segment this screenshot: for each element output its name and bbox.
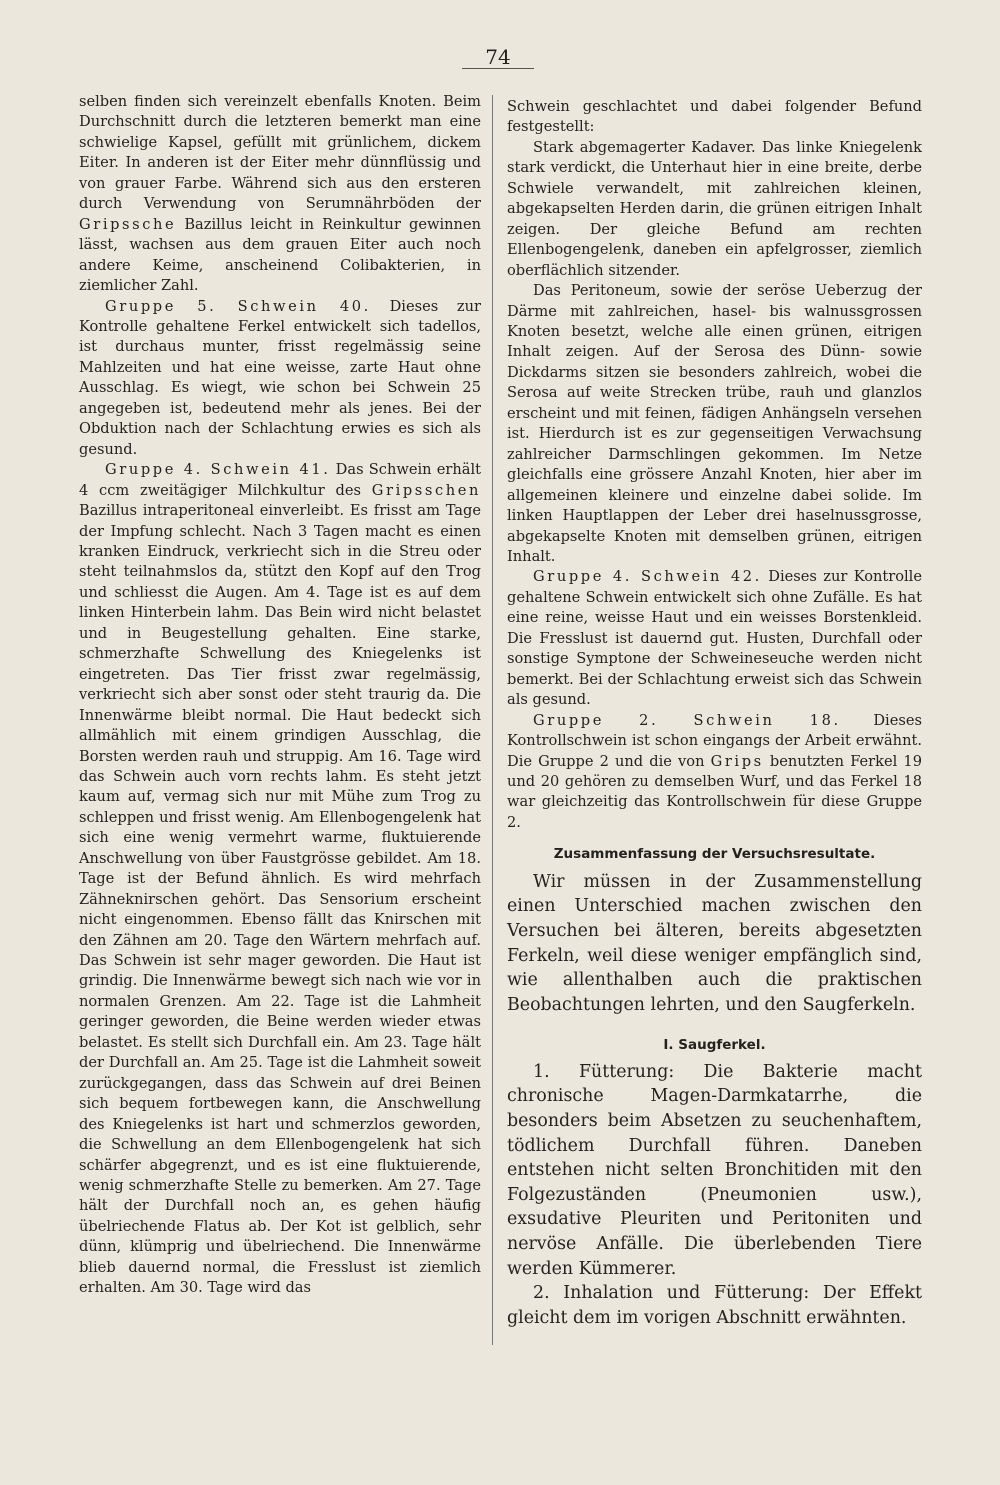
paragraph-schwein-40	[79, 297, 481, 461]
item-inhalation	[507, 1281, 922, 1330]
paragraph-text: benutzten Ferkel 19 und 20 gehören zu demselben Wurf, und das Ferkel 18 war gleichzeitig das Kontrollschwein für diese Gruppe 2.	[507, 752, 922, 831]
group-heading: Gruppe 5. Schwein 40.	[105, 297, 371, 315]
paragraph-schwein-42	[507, 567, 922, 710]
section-heading: Zusammenfassung der Versuchsresultate.	[553, 846, 876, 863]
group-heading: Gruppe 2. Schwein 18.	[533, 711, 841, 729]
right-column	[507, 97, 922, 1330]
paragraph-text: Bazillus leicht in Reinkultur gewinnen lässt, wachsen aus dem grauen Eiter auch noch andere Keime, anscheinend Colibakterien, in ziemlicher Zahl.	[79, 215, 481, 295]
paragraph-cadaver: Stark abgemagerter Kadaver. Das linke Kniegelenk stark verdickt, die Unterhaut hier in eine breite, derbe Schwiele verwandelt, mit zahlreichen kleinen, abgekapselten Herden darin, die grünen eitrigen Inhalt zeigen. Der gleiche Befund am rechten Ellenbogengelenk, daneben ein apfelgrosser, ziemlich oberflächlich sitzender.	[507, 138, 922, 279]
author-name: Gripsschen	[371, 481, 481, 499]
paragraph-text: Dieses Kontrollschwein ist schon eingangs der Arbeit erwähnt. Die Gruppe 2 und die von	[507, 711, 922, 770]
item-heading: 2. Inhalation und Fütterung:	[533, 1283, 810, 1304]
paragraph-continued	[79, 92, 481, 297]
summary-paragraph: Wir müssen in der Zusammenstellung einen Unterschied machen zwischen den Versuchen bei älteren, bereits abgesetzten Ferkeln, weil diese weniger empfänglich sind, wie allenthalben auch die praktischen Beobachtungen lehrten, und den Saugferkeln.	[507, 871, 922, 1015]
group-heading: Gruppe 4. Schwein 42.	[533, 568, 762, 586]
page-number-rule	[462, 68, 534, 69]
paragraph-text: Die Bakterie macht chronische Magen-Darmkatarrhe, die besonders beim Absetzen zu seuchenhaftem, tödlichem Durchfall führen. Daneben entstehen nicht selten Bronchitiden mit den Folgezuständen (Pneumonien usw.), exsudative Pleuriten und Peritoniten und nervöse Anfälle. Die überlebenden Tiere werden Kümmerer.	[507, 1061, 922, 1279]
paragraph-text: Der Effekt gleicht dem im vorigen Abschnitt erwähnten.	[507, 1283, 922, 1328]
paragraph-text: Dieses zur Kontrolle gehaltene Schwein entwickelt sich ohne Zufälle. Es hat eine reine, weisse Haut und ein weisses Borstenkleid. Die Fresslust ist dauernd gut. Husten, Durchfall oder sonstige Symptone der Schweineseuche werden nicht bemerkt. Bei der Schlachtung erweist sich das Schwein als gesund.	[507, 568, 922, 709]
item-heading: 1. Fütterung:	[533, 1061, 675, 1082]
paragraph-text: selben finden sich vereinzelt ebenfalls Knoten. Beim Durchschnitt durch die letzteren bemerkt man eine schwielige Kapsel, gefüllt mit grünlichem, dickem Eiter. In anderen ist der Eiter mehr dünnflüssig und von grauer Farbe. Während sich aus den ersteren durch Verwendung von Serumnährböden der	[79, 93, 481, 213]
paragraph-text: Bazillus intraperitoneal einverleibt. Es frisst am Tage der Impfung schlecht. Nach 3 Tagen macht es einen kranken Eindruck, verkriecht sich in die Streu oder steht teilnahmslos da, stützt den Kopf auf den Trog und schliesst die Augen. Am 4. Tage ist es auf dem linken Hinterbein lahm. Das Bein wird nicht belastet und in Beugestellung gehalten. Eine starke, schmerzhafte Schwellung des Kniegelenks ist eingetreten. Das Tier frisst zwar regelmässig, verkriecht sich aber sonst oder steht traurig da. Die Innenwärme bleibt normal. Die Haut bedeckt sich allmählich mit einem grindigen Ausschlag, die Borsten werden rauh und struppig. Am 16. Tage wird das Schwein auch vorn rechts lahm. Es steht jetzt kaum auf, vermag sich nur mit Mühe zum Trog zu schleppen und frisst wenig. Am Ellenbogengelenk hat sich eine wenig vermehrt warme, fluktuierende Anschwellung von über Faustgrösse gebildet. Am 18. Tage ist der Befund ähnlich. Es wird mehrfach Zähneknirschen gehört. Das Sensorium erscheint nicht eingenommen. Ebenso fällt das Knirschen mit den Zähnen am 20. Tage den Wärtern mehrfach auf. Das Schwein ist sehr mager geworden. Die Haut ist grindig. Die Innenwärme bewegt sich nach wie vor in normalen Grenzen. Am 22. Tage ist die Lahmheit geringer geworden, die Beine werden wieder etwas belastet. Es stellt sich Durchfall ein. Am 23. Tage hält der Durchfall an. Am 25. Tage ist die Lahmheit soweit zurückgegangen, dass das Schwein auf drei Beinen sich bequem fortbewegen kann, die Anschwellung des Kniegelenks ist hart und schmerzlos geworden, die Schwellung an dem Ellenbogengelenk hat sich schärfer abgegrenzt, und es ist eine fluktuierende, wenig schmerzhafte Stelle zu bemerken. Am 27. Tage hält der Durchfall noch an, es gehen häufig übelriechende Flatus ab. Der Kot ist gelblich, sehr dünn, klümprig und übelriechend. Die Innenwärme blieb dauernd normal, die Fresslust ist ziemlich erhalten. Am 30. Tage wird das	[79, 502, 481, 1297]
group-heading: Gruppe 4. Schwein 41.	[105, 461, 331, 479]
paragraph-peritoneum: Das Peritoneum, sowie der seröse Ueberzug der Därme mit zahlreichen, hasel- bis walnussgrossen Knoten besetzt, welche alle einen grünen, eitrigen Inhalt zeigen. Auf der Serosa des Dünn- sowie Dickdarms sitzen sie besonders zahlreich, wobei die Serosa auf weite Strecken trübe, rauh und glanzlos erscheint und mit feinen, fädigen Anhängseln versehen ist. Hierdurch ist es zur gegenseitigen Verwachsung zahlreicher Darmschlingen gekommen. Im Netze gleichfalls eine grössere Anzahl Knoten, hier aber im allgemeinen kleinere und einzelne dabei solide. Im linken Hauptlappen der Leber drei haselnussgrosse, abgekapselte Knoten mit demselben grünen, eitrigen Inhalt.	[507, 282, 922, 565]
paragraph-text: Dieses zur Kontrolle gehaltene Ferkel entwickelt sich tadellos, ist durchaus munter, frisst regelmässig seine Mahlzeiten und hat eine weisse, zarte Haut ohne Ausschlag. Es wiegt, wie schon bei Schwein 25 angegeben ist, bedeutend mehr als jenes. Bei der Obduktion nach der Schlachtung erwies es sich als gesund.	[79, 297, 481, 458]
paragraph-text: Das Schwein erhält 4 ccm zweitägiger Milchkultur des	[79, 461, 481, 499]
author-name: Gripssche	[79, 215, 177, 233]
author-name: Grips	[710, 752, 764, 770]
page-number: 74	[485, 45, 511, 69]
paragraph-schwein-41	[79, 460, 481, 1299]
column-divider	[492, 95, 493, 1345]
paragraph-schwein-18	[507, 711, 922, 834]
left-column	[79, 92, 481, 1299]
subsection-heading: I. Saugferkel.	[663, 1037, 766, 1054]
item-feeding	[507, 1060, 922, 1281]
paragraph-slaughter: Schwein geschlachtet und dabei folgender Befund festgestellt:	[507, 98, 922, 136]
